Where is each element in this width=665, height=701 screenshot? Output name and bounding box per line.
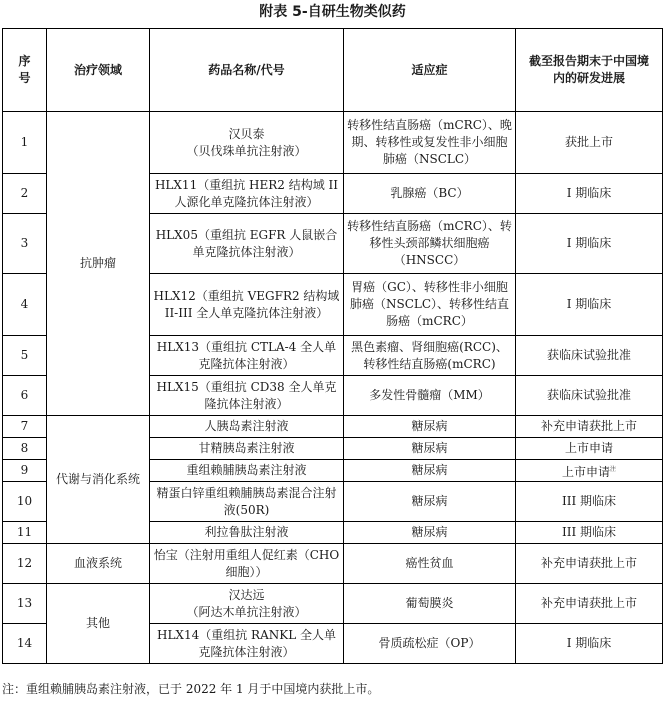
progress-cell xyxy=(516,460,663,482)
progress: 上市申请 xyxy=(516,438,663,460)
drug-name: 汉贝泰 （贝伐珠单抗注射液） xyxy=(150,112,344,174)
indication: 糖尿病 xyxy=(344,482,516,522)
row-number: 9 xyxy=(3,460,47,482)
drug-name: HLX14（重组抗 RANKL 全人单克隆抗体注射液） xyxy=(150,624,344,664)
row-number: 1 xyxy=(3,112,47,174)
drug-name: 人胰岛素注射液 xyxy=(150,416,344,438)
progress: 获临床试验批准 xyxy=(516,376,663,416)
indication: 胃癌（GC）、转移性非小细胞肺癌（NSCLC）、转移性结直肠癌（mCRC） xyxy=(344,274,516,336)
row-number: 6 xyxy=(3,376,47,416)
drug-name: HLX12（重组抗 VEGFR2 结构域 II-III 全人单克隆抗体注射液） xyxy=(150,274,344,336)
row-number: 4 xyxy=(3,274,47,336)
row-number: 10 xyxy=(3,482,47,522)
drug-name: 利拉鲁肽注射液 xyxy=(150,522,344,544)
table-row xyxy=(3,544,663,584)
indication: 糖尿病 xyxy=(344,460,516,482)
group-metabolic: 代谢与消化系统 xyxy=(47,416,150,544)
header-progress: 截至报告期末于中国境内的研发进展 xyxy=(516,29,663,112)
header-indication: 适应症 xyxy=(344,29,516,112)
progress: I 期临床 xyxy=(516,274,663,336)
indication: 转移性结直肠癌（mCRC）、晚期、转移性或复发性非小细胞肺癌（NSCLC） xyxy=(344,112,516,174)
header-drug: 药品名称/代号 xyxy=(150,29,344,112)
row-number: 11 xyxy=(3,522,47,544)
indication: 糖尿病 xyxy=(344,522,516,544)
drug-name: 精蛋白锌重组赖脯胰岛素混合注射液(50R) xyxy=(150,482,344,522)
row-number: 14 xyxy=(3,624,47,664)
progress: I 期临床 xyxy=(516,214,663,274)
indication: 黑色素瘤、肾细胞癌(RCC)、转移性结直肠癌(mCRC) xyxy=(344,336,516,376)
progress: III 期临床 xyxy=(516,482,663,522)
row-number: 5 xyxy=(3,336,47,376)
drug-name: HLX15（重组抗 CD38 全人单克隆抗体注射液） xyxy=(150,376,344,416)
indication: 葡萄膜炎 xyxy=(344,584,516,624)
indication: 骨质疏松症（OP） xyxy=(344,624,516,664)
table-row xyxy=(3,416,663,438)
indication: 癌性贫血 xyxy=(344,544,516,584)
table-row xyxy=(3,584,663,624)
progress: 获临床试验批准 xyxy=(516,336,663,376)
drug-name: HLX05（重组抗 EGFR 人鼠嵌合单克隆抗体注射液） xyxy=(150,214,344,274)
drug-name: HLX11（重组抗 HER2 结构域 II 人源化单克隆抗体注射液） xyxy=(150,174,344,214)
progress: 上市申请 xyxy=(561,464,610,479)
progress: 补充申请获批上市 xyxy=(516,416,663,438)
header-area: 治疗领域 xyxy=(47,29,150,112)
row-number: 13 xyxy=(3,584,47,624)
indication: 糖尿病 xyxy=(344,438,516,460)
indication: 糖尿病 xyxy=(344,416,516,438)
header-seq: 序号 xyxy=(3,29,47,112)
group-other: 其他 xyxy=(47,584,150,664)
group-blood: 血液系统 xyxy=(47,544,150,584)
drug-name: 甘精胰岛素注射液 xyxy=(150,438,344,460)
progress: I 期临床 xyxy=(516,624,663,664)
drug-name: 怡宝（注射用重组人促红素（CHO 细胞）） xyxy=(150,544,344,584)
drug-name: 重组赖脯胰岛素注射液 xyxy=(150,460,344,482)
drug-name: 汉达远 （阿达木单抗注射液） xyxy=(150,584,344,624)
footnote: 注：重组赖脯胰岛素注射液，已于 2022 年 1 月于中国境内获批上市。 xyxy=(2,682,380,696)
indication: 转移性结直肠癌（mCRC）、转移性头颈部鳞状细胞癌（HNSCC） xyxy=(344,214,516,274)
progress: I 期临床 xyxy=(516,174,663,214)
row-number: 12 xyxy=(3,544,47,584)
row-number: 7 xyxy=(3,416,47,438)
progress: III 期临床 xyxy=(516,522,663,544)
progress: 补充申请获批上市 xyxy=(516,584,663,624)
table-row xyxy=(3,112,663,174)
indication: 多发性骨髓瘤（MM） xyxy=(344,376,516,416)
row-number: 2 xyxy=(3,174,47,214)
group-oncology: 抗肿瘤 xyxy=(47,112,150,416)
progress: 补充申请获批上市 xyxy=(516,544,663,584)
indication: 乳腺癌（BC） xyxy=(344,174,516,214)
progress: 获批上市 xyxy=(516,112,663,174)
table-header-row xyxy=(3,29,663,112)
row-number: 8 xyxy=(3,438,47,460)
row-number: 3 xyxy=(3,214,47,274)
drug-name: HLX13（重组抗 CTLA-4 全人单克隆抗体注射液） xyxy=(150,336,344,376)
note-marker: 注 xyxy=(610,465,617,473)
page-title: 附表 5-自研生物类似药 xyxy=(259,4,406,20)
biosimilar-table xyxy=(2,28,663,664)
